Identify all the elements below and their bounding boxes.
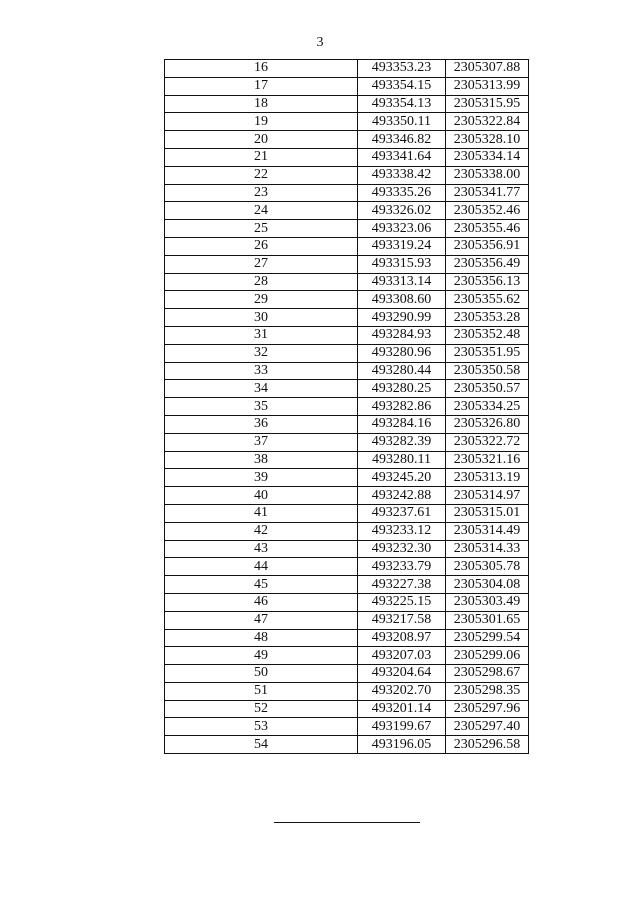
y-coordinate-cell: 2305353.28 [446, 309, 529, 327]
x-coordinate-cell: 493202.70 [358, 682, 446, 700]
point-number-cell: 46 [165, 593, 358, 611]
table-row [165, 700, 529, 718]
table-row [165, 326, 529, 344]
y-coordinate-cell: 2305313.19 [446, 469, 529, 487]
x-coordinate-cell: 493199.67 [358, 718, 446, 736]
table-row [165, 113, 529, 131]
x-coordinate-cell: 493323.06 [358, 220, 446, 238]
table-row [165, 736, 529, 754]
x-coordinate-cell: 493282.86 [358, 398, 446, 416]
y-coordinate-cell: 2305299.54 [446, 629, 529, 647]
point-number-cell: 16 [165, 60, 358, 78]
table-row [165, 291, 529, 309]
y-coordinate-cell: 2305355.62 [446, 291, 529, 309]
y-coordinate-cell: 2305356.49 [446, 255, 529, 273]
table-row [165, 273, 529, 291]
point-number-cell: 27 [165, 255, 358, 273]
point-number-cell: 35 [165, 398, 358, 416]
table-row [165, 558, 529, 576]
y-coordinate-cell: 2305303.49 [446, 593, 529, 611]
point-number-cell: 26 [165, 237, 358, 255]
y-coordinate-cell: 2305304.08 [446, 576, 529, 594]
y-coordinate-cell: 2305305.78 [446, 558, 529, 576]
table-row [165, 309, 529, 327]
x-coordinate-cell: 493280.44 [358, 362, 446, 380]
y-coordinate-cell: 2305296.58 [446, 736, 529, 754]
point-number-cell: 39 [165, 469, 358, 487]
table-row [165, 611, 529, 629]
y-coordinate-cell: 2305315.95 [446, 95, 529, 113]
y-coordinate-cell: 2305328.10 [446, 131, 529, 149]
x-coordinate-cell: 493350.11 [358, 113, 446, 131]
y-coordinate-cell: 2305352.46 [446, 202, 529, 220]
point-number-cell: 40 [165, 487, 358, 505]
table-row [165, 95, 529, 113]
table-row [165, 380, 529, 398]
table-row [165, 487, 529, 505]
y-coordinate-cell: 2305322.72 [446, 433, 529, 451]
point-number-cell: 54 [165, 736, 358, 754]
y-coordinate-cell: 2305314.49 [446, 522, 529, 540]
y-coordinate-cell: 2305350.58 [446, 362, 529, 380]
table-row [165, 682, 529, 700]
table-row [165, 77, 529, 95]
point-number-cell: 51 [165, 682, 358, 700]
table-row [165, 184, 529, 202]
x-coordinate-cell: 493308.60 [358, 291, 446, 309]
x-coordinate-cell: 493196.05 [358, 736, 446, 754]
x-coordinate-cell: 493353.23 [358, 60, 446, 78]
table-row [165, 148, 529, 166]
table-row [165, 166, 529, 184]
table-row [165, 220, 529, 238]
table-row [165, 593, 529, 611]
x-coordinate-cell: 493290.99 [358, 309, 446, 327]
point-number-cell: 23 [165, 184, 358, 202]
y-coordinate-cell: 2305356.91 [446, 237, 529, 255]
point-number-cell: 20 [165, 131, 358, 149]
x-coordinate-cell: 493233.12 [358, 522, 446, 540]
point-number-cell: 33 [165, 362, 358, 380]
table-row [165, 60, 529, 78]
x-coordinate-cell: 493237.61 [358, 504, 446, 522]
point-number-cell: 28 [165, 273, 358, 291]
table-row [165, 540, 529, 558]
y-coordinate-cell: 2305322.84 [446, 113, 529, 131]
x-coordinate-cell: 493284.93 [358, 326, 446, 344]
y-coordinate-cell: 2305297.40 [446, 718, 529, 736]
point-number-cell: 38 [165, 451, 358, 469]
point-number-cell: 24 [165, 202, 358, 220]
page-number: 3 [316, 35, 324, 50]
table-row [165, 131, 529, 149]
y-coordinate-cell: 2305350.57 [446, 380, 529, 398]
x-coordinate-cell: 493207.03 [358, 647, 446, 665]
x-coordinate-cell: 493326.02 [358, 202, 446, 220]
point-number-cell: 29 [165, 291, 358, 309]
point-number-cell: 36 [165, 415, 358, 433]
point-number-cell: 37 [165, 433, 358, 451]
table-row [165, 237, 529, 255]
table-row [165, 255, 529, 273]
y-coordinate-cell: 2305297.96 [446, 700, 529, 718]
x-coordinate-cell: 493280.96 [358, 344, 446, 362]
x-coordinate-cell: 493354.13 [358, 95, 446, 113]
y-coordinate-cell: 2305321.16 [446, 451, 529, 469]
table-row [165, 647, 529, 665]
x-coordinate-cell: 493233.79 [358, 558, 446, 576]
y-coordinate-cell: 2305301.65 [446, 611, 529, 629]
x-coordinate-cell: 493338.42 [358, 166, 446, 184]
y-coordinate-cell: 2305334.14 [446, 148, 529, 166]
y-coordinate-cell: 2305326.80 [446, 415, 529, 433]
table-row [165, 718, 529, 736]
x-coordinate-cell: 493208.97 [358, 629, 446, 647]
point-number-cell: 43 [165, 540, 358, 558]
footer-divider [274, 822, 420, 823]
x-coordinate-cell: 493280.11 [358, 451, 446, 469]
point-number-cell: 25 [165, 220, 358, 238]
point-number-cell: 19 [165, 113, 358, 131]
table-row [165, 504, 529, 522]
x-coordinate-cell: 493341.64 [358, 148, 446, 166]
x-coordinate-cell: 493245.20 [358, 469, 446, 487]
point-number-cell: 45 [165, 576, 358, 594]
point-number-cell: 21 [165, 148, 358, 166]
table-row [165, 433, 529, 451]
y-coordinate-cell: 2305352.48 [446, 326, 529, 344]
table-row [165, 202, 529, 220]
point-number-cell: 44 [165, 558, 358, 576]
y-coordinate-cell: 2305299.06 [446, 647, 529, 665]
table-row [165, 344, 529, 362]
point-number-cell: 18 [165, 95, 358, 113]
x-coordinate-cell: 493282.39 [358, 433, 446, 451]
y-coordinate-cell: 2305338.00 [446, 166, 529, 184]
point-number-cell: 31 [165, 326, 358, 344]
x-coordinate-cell: 493280.25 [358, 380, 446, 398]
point-number-cell: 34 [165, 380, 358, 398]
x-coordinate-cell: 493346.82 [358, 131, 446, 149]
y-coordinate-cell: 2305351.95 [446, 344, 529, 362]
table-row [165, 362, 529, 380]
x-coordinate-cell: 493232.30 [358, 540, 446, 558]
x-coordinate-cell: 493313.14 [358, 273, 446, 291]
x-coordinate-cell: 493227.38 [358, 576, 446, 594]
point-number-cell: 50 [165, 665, 358, 683]
x-coordinate-cell: 493284.16 [358, 415, 446, 433]
table-row [165, 415, 529, 433]
point-number-cell: 22 [165, 166, 358, 184]
point-number-cell: 42 [165, 522, 358, 540]
coordinates-table-body [165, 60, 529, 754]
coordinates-table [164, 59, 529, 754]
table-row [165, 665, 529, 683]
point-number-cell: 30 [165, 309, 358, 327]
y-coordinate-cell: 2305314.33 [446, 540, 529, 558]
x-coordinate-cell: 493225.15 [358, 593, 446, 611]
y-coordinate-cell: 2305307.88 [446, 60, 529, 78]
x-coordinate-cell: 493354.15 [358, 77, 446, 95]
x-coordinate-cell: 493204.64 [358, 665, 446, 683]
point-number-cell: 32 [165, 344, 358, 362]
table-row [165, 451, 529, 469]
y-coordinate-cell: 2305356.13 [446, 273, 529, 291]
x-coordinate-cell: 493242.88 [358, 487, 446, 505]
point-number-cell: 53 [165, 718, 358, 736]
point-number-cell: 52 [165, 700, 358, 718]
point-number-cell: 17 [165, 77, 358, 95]
x-coordinate-cell: 493217.58 [358, 611, 446, 629]
table-row [165, 576, 529, 594]
y-coordinate-cell: 2305341.77 [446, 184, 529, 202]
y-coordinate-cell: 2305334.25 [446, 398, 529, 416]
x-coordinate-cell: 493201.14 [358, 700, 446, 718]
x-coordinate-cell: 493335.26 [358, 184, 446, 202]
y-coordinate-cell: 2305313.99 [446, 77, 529, 95]
table-row [165, 522, 529, 540]
x-coordinate-cell: 493319.24 [358, 237, 446, 255]
y-coordinate-cell: 2305298.35 [446, 682, 529, 700]
table-row [165, 398, 529, 416]
point-number-cell: 47 [165, 611, 358, 629]
table-row [165, 629, 529, 647]
y-coordinate-cell: 2305355.46 [446, 220, 529, 238]
x-coordinate-cell: 493315.93 [358, 255, 446, 273]
y-coordinate-cell: 2305298.67 [446, 665, 529, 683]
point-number-cell: 48 [165, 629, 358, 647]
point-number-cell: 49 [165, 647, 358, 665]
table-row [165, 469, 529, 487]
y-coordinate-cell: 2305315.01 [446, 504, 529, 522]
y-coordinate-cell: 2305314.97 [446, 487, 529, 505]
point-number-cell: 41 [165, 504, 358, 522]
